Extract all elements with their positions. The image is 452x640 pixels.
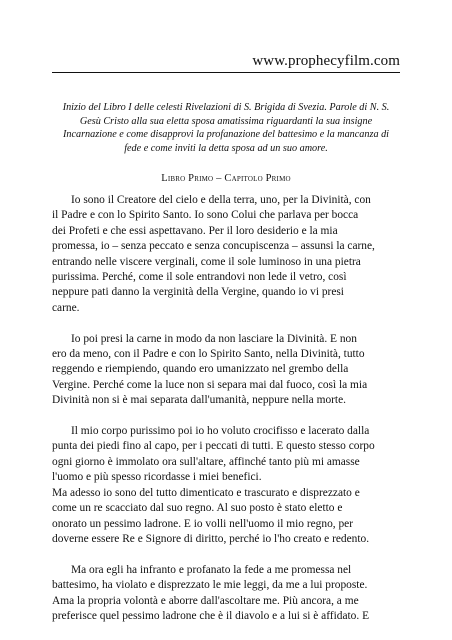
text-line: purissima. Perché, come il sole entrandovi non lede il vetro, così	[52, 271, 347, 284]
paragraph-1	[52, 193, 404, 316]
paragraph-4	[52, 486, 404, 548]
text-line: battesimo, ha violato e disprezzato le mie leggi, da me a lui proposte.	[52, 579, 368, 592]
paragraph-5	[52, 563, 404, 625]
text-line: reggendo e riempiendo, quando ero umanizzato nel grembo della	[52, 363, 349, 376]
text-line: Ma ora egli ha infranto e profanato la fede a me promessa nel	[71, 563, 352, 576]
text-line: dei Profeti e che essi aspettavano. Per il loro desiderio e la mia	[52, 224, 338, 237]
text-line: Ama la propria volontà e aborre dall'ascoltare me. Più ancora, a me	[52, 594, 359, 607]
text-line: ogni giorno è immolato ora sull'altare, affinché tanto più mi amasse	[52, 455, 360, 468]
text-line: neppure pati danno la verginità della Vergine, quando io vi presi	[52, 286, 344, 299]
intro-line: Inizio del Libro I delle celesti Rivelazioni di S. Brigida di Svezia. Parole di N. S.	[62, 102, 390, 113]
text-line: Ma adesso io sono del tutto dimenticato e trascurato e disprezzato e	[52, 486, 360, 499]
paragraph-2	[52, 332, 404, 409]
text-line: preferisce quel pessimo ladrone che è il diavolo e a lui si è affidato. E	[52, 609, 370, 622]
text-line: l'uomo e più spesso ricordasse i miei benefici.	[52, 471, 262, 484]
intro-line: Incarnazione e come disapprovi la profanazione del battesimo e la mancanza di	[62, 129, 390, 140]
intro-line: Gesù Cristo alla sua eletta sposa amatissima riguardanti la sua insigne	[79, 115, 373, 127]
text-line: promessa, io – senza peccato e senza concupiscenza – assunsi la carne,	[52, 240, 375, 253]
text-line: onorato un pessimo ladrone. E io volli nell'uomo il mio regno, per	[52, 517, 354, 530]
text-line: Io poi presi la carne in modo da non lasciare la Divinità. E non	[71, 332, 357, 345]
text-line: Io sono il Creatore del cielo e della terra, uno, per la Divinità, con	[71, 194, 371, 206]
chapter-title: Libro Primo – Capitolo Primo	[161, 173, 291, 184]
body-text	[52, 193, 404, 624]
text-line: ero da meno, con il Padre e con lo Spirito Santo, nella Divinità, tutto	[52, 348, 365, 361]
intro-summary	[26, 101, 426, 155]
header-rule	[52, 72, 400, 73]
text-line: entrando nelle viscere verginali, come il sole luminoso in una pietra	[52, 255, 361, 268]
text-line: Divinità non si è mai separata dall'umanità, neppure nella morte.	[52, 394, 346, 407]
paragraph-3	[52, 424, 404, 486]
text-line: il Padre e con lo Spirito Santo. Io sono Colui che parlava per bocca	[52, 209, 359, 222]
text-line: come un re scacciato dal suo regno. Al suo posto è stato eletto e	[52, 502, 343, 515]
text-line: Il mio corpo purissimo poi io ho voluto crocifisso e lacerato dalla	[71, 425, 370, 438]
site-url-header: www.prophecyfilm.com	[252, 53, 400, 69]
text-line: Vergine. Perché come la luce non si separa mai dal fuoco, così la mia	[52, 378, 368, 391]
intro-line: fede e come inviti la detta sposa ad un suo amore.	[124, 142, 328, 154]
text-line: carne.	[52, 301, 80, 314]
text-line: punta dei piedi fino al capo, per i peccati di tutti. E questo stesso corpo	[52, 440, 375, 453]
text-line: doverne essere Re e Signore di diritto, perché io l'ho creato e redento.	[52, 532, 370, 545]
